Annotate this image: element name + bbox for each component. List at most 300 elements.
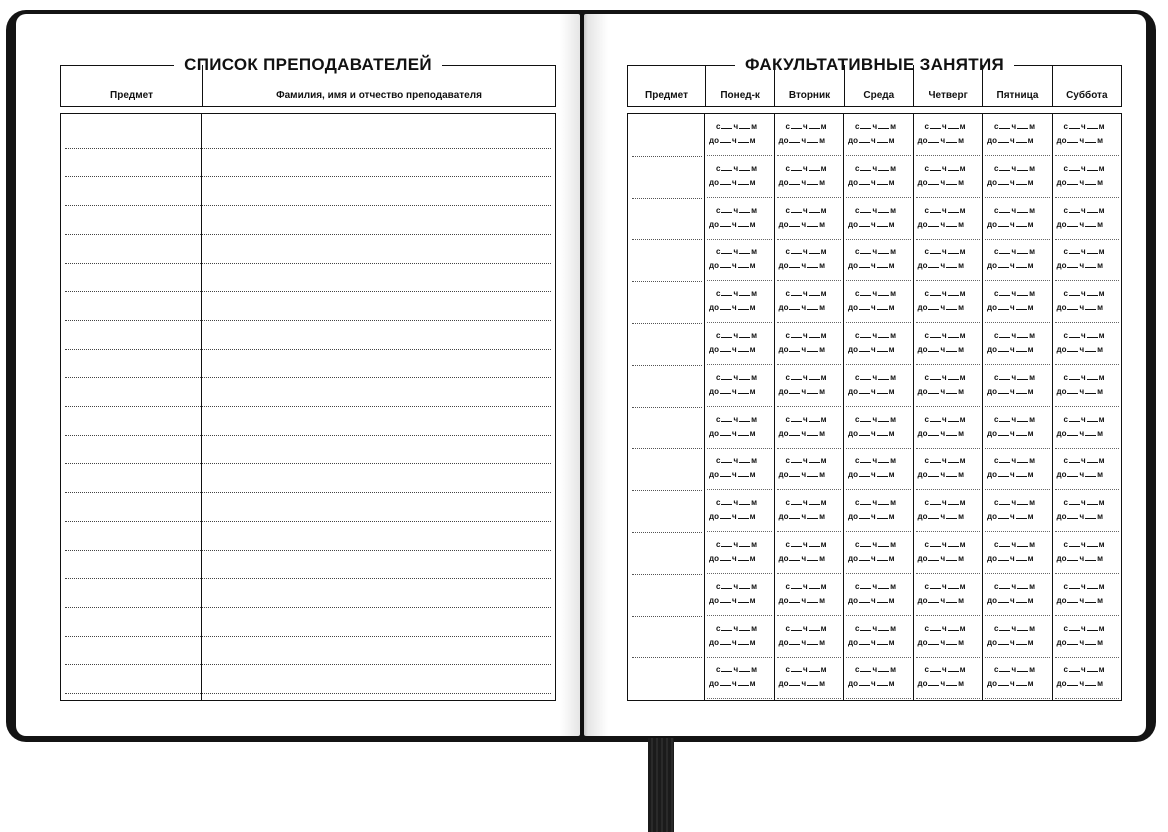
to-line: до ч м bbox=[1056, 470, 1104, 479]
time-slot bbox=[916, 239, 981, 281]
from-line: с ч м bbox=[785, 498, 827, 507]
to-line: до ч м bbox=[1056, 512, 1104, 521]
to-line: до ч м bbox=[917, 220, 965, 229]
from-line: с ч м bbox=[785, 373, 827, 382]
to-line: до ч м bbox=[1056, 345, 1104, 354]
to-line: до ч м bbox=[709, 512, 756, 521]
from-line: с ч м bbox=[1063, 456, 1105, 465]
from-line: с ч м bbox=[855, 164, 897, 173]
from-line: с ч м bbox=[785, 206, 827, 215]
time-slot bbox=[1055, 407, 1120, 449]
teachers-header bbox=[60, 65, 556, 107]
from-line: с ч м bbox=[924, 498, 966, 507]
from-line: с ч м bbox=[924, 624, 966, 633]
from-line: с ч м bbox=[716, 498, 758, 507]
electives-header bbox=[627, 65, 1122, 107]
to-line: до ч м bbox=[987, 303, 1034, 312]
time-slot bbox=[777, 490, 842, 532]
time-slot bbox=[916, 532, 981, 574]
to-line: до ч м bbox=[709, 136, 756, 145]
to-line: до ч м bbox=[848, 345, 895, 354]
from-line: с ч м bbox=[924, 122, 966, 131]
time-slot bbox=[985, 616, 1050, 658]
time-slot bbox=[985, 532, 1050, 574]
to-line: до ч м bbox=[848, 512, 895, 521]
subject-row-line bbox=[632, 657, 702, 658]
time-slot bbox=[846, 490, 911, 532]
time-slot bbox=[707, 198, 772, 240]
to-line: до ч м bbox=[709, 679, 756, 688]
teacher-row-line bbox=[65, 607, 551, 608]
time-slot bbox=[916, 198, 981, 240]
to-line: до ч м bbox=[778, 261, 826, 270]
time-slot bbox=[916, 448, 981, 490]
time-slot bbox=[777, 114, 842, 156]
time-slot bbox=[985, 365, 1050, 407]
from-line: с ч м bbox=[785, 289, 827, 298]
time-slot bbox=[1055, 281, 1120, 323]
to-line: до ч м bbox=[987, 679, 1034, 688]
from-line: с ч м bbox=[716, 122, 758, 131]
time-slot bbox=[985, 574, 1050, 616]
time-slot bbox=[707, 490, 772, 532]
to-line: до ч м bbox=[987, 261, 1034, 270]
ribbon-bookmark bbox=[648, 738, 674, 832]
to-line: до ч м bbox=[1056, 638, 1104, 647]
to-line: до ч м bbox=[709, 261, 756, 270]
day-column bbox=[914, 114, 984, 700]
from-line: с ч м bbox=[855, 498, 897, 507]
from-line: с ч м bbox=[1063, 206, 1105, 215]
time-slot bbox=[846, 616, 911, 658]
from-line: с ч м bbox=[716, 624, 758, 633]
time-slot bbox=[846, 365, 911, 407]
time-slot bbox=[1055, 532, 1120, 574]
time-slot bbox=[846, 448, 911, 490]
to-line: до ч м bbox=[848, 429, 895, 438]
time-slot bbox=[777, 407, 842, 449]
from-line: с ч м bbox=[924, 456, 966, 465]
to-line: до ч м bbox=[778, 554, 826, 563]
subject-row-line bbox=[632, 323, 702, 324]
time-slot bbox=[777, 365, 842, 407]
time-slot bbox=[707, 239, 772, 281]
to-line: до ч м bbox=[917, 136, 965, 145]
from-line: с ч м bbox=[716, 415, 758, 424]
time-slot bbox=[1055, 574, 1120, 616]
to-line: до ч м bbox=[1056, 679, 1104, 688]
day-header: Пятница bbox=[982, 65, 1051, 106]
electives-table bbox=[627, 113, 1122, 701]
to-line: до ч м bbox=[709, 387, 756, 396]
elective-subject-column bbox=[628, 114, 705, 700]
from-line: с ч м bbox=[994, 373, 1036, 382]
time-slot bbox=[846, 657, 911, 699]
time-slot bbox=[846, 114, 911, 156]
to-line: до ч м bbox=[778, 387, 826, 396]
time-slot bbox=[707, 323, 772, 365]
time-slot bbox=[777, 198, 842, 240]
to-line: до ч м bbox=[709, 638, 756, 647]
to-line: до ч м bbox=[848, 596, 895, 605]
time-slot bbox=[1055, 616, 1120, 658]
from-line: с ч м bbox=[994, 582, 1036, 591]
to-line: до ч м bbox=[848, 220, 895, 229]
to-line: до ч м bbox=[709, 220, 756, 229]
to-line: до ч м bbox=[917, 178, 965, 187]
time-slot bbox=[707, 407, 772, 449]
time-slot bbox=[846, 198, 911, 240]
teacher-row-line bbox=[65, 176, 551, 177]
teachers-rows bbox=[61, 114, 555, 700]
to-line: до ч м bbox=[778, 345, 826, 354]
teacher-row-line bbox=[65, 664, 551, 665]
from-line: с ч м bbox=[855, 331, 897, 340]
teacher-row-line bbox=[65, 435, 551, 436]
time-slot bbox=[985, 657, 1050, 699]
time-slot bbox=[777, 532, 842, 574]
time-slot bbox=[1055, 198, 1120, 240]
from-line: с ч м bbox=[716, 331, 758, 340]
time-slot bbox=[916, 657, 981, 699]
to-line: до ч м bbox=[709, 303, 756, 312]
to-line: до ч м bbox=[987, 596, 1034, 605]
time-slot bbox=[707, 574, 772, 616]
to-line: до ч м bbox=[848, 303, 895, 312]
to-line: до ч м bbox=[1056, 429, 1104, 438]
from-line: с ч м bbox=[1063, 415, 1105, 424]
from-line: с ч м bbox=[1063, 247, 1105, 256]
from-line: с ч м bbox=[994, 247, 1036, 256]
time-slot bbox=[916, 407, 981, 449]
time-slot bbox=[1055, 156, 1120, 198]
from-line: с ч м bbox=[924, 415, 966, 424]
to-line: до ч м bbox=[917, 429, 965, 438]
from-line: с ч м bbox=[716, 582, 758, 591]
time-slot bbox=[916, 114, 981, 156]
time-slot bbox=[985, 281, 1050, 323]
to-line: до ч м bbox=[917, 638, 965, 647]
from-line: с ч м bbox=[785, 415, 827, 424]
teacher-row-line bbox=[65, 492, 551, 493]
time-slot bbox=[777, 616, 842, 658]
time-slot bbox=[1055, 239, 1120, 281]
to-line: до ч м bbox=[917, 596, 965, 605]
from-line: с ч м bbox=[716, 665, 758, 674]
from-line: с ч м bbox=[924, 540, 966, 549]
time-slot bbox=[846, 156, 911, 198]
day-header: Вторник bbox=[774, 65, 843, 106]
from-line: с ч м bbox=[785, 624, 827, 633]
from-line: с ч м bbox=[785, 247, 827, 256]
to-line: до ч м bbox=[1056, 387, 1104, 396]
from-line: с ч м bbox=[855, 289, 897, 298]
time-slot bbox=[846, 532, 911, 574]
from-line: с ч м bbox=[855, 624, 897, 633]
to-line: до ч м bbox=[778, 512, 826, 521]
from-line: с ч м bbox=[785, 456, 827, 465]
time-slot bbox=[985, 239, 1050, 281]
subject-row-line bbox=[632, 448, 702, 449]
subject-row-line bbox=[632, 574, 702, 575]
time-slot bbox=[985, 490, 1050, 532]
teacher-row-line bbox=[65, 521, 551, 522]
time-slot bbox=[1055, 114, 1120, 156]
from-line: с ч м bbox=[855, 665, 897, 674]
day-column bbox=[705, 114, 775, 700]
from-line: с ч м bbox=[855, 456, 897, 465]
to-line: до ч м bbox=[1056, 554, 1104, 563]
time-slot bbox=[985, 323, 1050, 365]
subject-row-line bbox=[632, 198, 702, 199]
to-line: до ч м bbox=[1056, 178, 1104, 187]
to-line: до ч м bbox=[987, 470, 1034, 479]
time-slot bbox=[707, 365, 772, 407]
from-line: с ч м bbox=[1063, 289, 1105, 298]
to-line: до ч м bbox=[917, 261, 965, 270]
from-line: с ч м bbox=[994, 456, 1036, 465]
to-line: до ч м bbox=[778, 136, 826, 145]
from-line: с ч м bbox=[716, 206, 758, 215]
time-slot bbox=[985, 114, 1050, 156]
from-line: с ч м bbox=[785, 540, 827, 549]
from-line: с ч м bbox=[1063, 331, 1105, 340]
from-line: с ч м bbox=[994, 122, 1036, 131]
from-line: с ч м bbox=[994, 498, 1036, 507]
teacher-row-line bbox=[65, 406, 551, 407]
time-slot bbox=[777, 239, 842, 281]
from-line: с ч м bbox=[994, 289, 1036, 298]
from-line: с ч м bbox=[994, 164, 1036, 173]
page-gutter bbox=[560, 14, 608, 736]
time-slot bbox=[916, 281, 981, 323]
teacher-row-line bbox=[65, 349, 551, 350]
to-line: до ч м bbox=[709, 596, 756, 605]
day-column bbox=[844, 114, 914, 700]
time-slot bbox=[707, 532, 772, 574]
from-line: с ч м bbox=[785, 164, 827, 173]
from-line: с ч м bbox=[1063, 373, 1105, 382]
from-line: с ч м bbox=[855, 122, 897, 131]
time-slot bbox=[985, 156, 1050, 198]
time-slot bbox=[916, 323, 981, 365]
to-line: до ч м bbox=[917, 470, 965, 479]
to-line: до ч м bbox=[778, 470, 826, 479]
from-line: с ч м bbox=[994, 331, 1036, 340]
from-line: с ч м bbox=[716, 164, 758, 173]
time-slot bbox=[1055, 323, 1120, 365]
to-line: до ч м bbox=[848, 470, 895, 479]
to-line: до ч м bbox=[778, 220, 826, 229]
from-line: с ч м bbox=[924, 582, 966, 591]
from-line: с ч м bbox=[994, 624, 1036, 633]
time-slot bbox=[916, 156, 981, 198]
to-line: до ч м bbox=[848, 136, 895, 145]
to-line: до ч м bbox=[987, 638, 1034, 647]
to-line: до ч м bbox=[917, 303, 965, 312]
time-slot bbox=[846, 574, 911, 616]
teacher-row-line bbox=[65, 234, 551, 235]
from-line: с ч м bbox=[924, 331, 966, 340]
time-slot bbox=[707, 114, 772, 156]
time-slot bbox=[707, 448, 772, 490]
to-line: до ч м bbox=[848, 679, 895, 688]
teacher-row-line bbox=[65, 463, 551, 464]
teacher-row-line bbox=[65, 148, 551, 149]
from-line: с ч м bbox=[785, 122, 827, 131]
time-slot bbox=[1055, 365, 1120, 407]
day-header: Понед-к bbox=[705, 65, 774, 106]
time-slot bbox=[916, 365, 981, 407]
time-slot bbox=[707, 281, 772, 323]
to-line: до ч м bbox=[987, 345, 1034, 354]
subject-row-line bbox=[632, 490, 702, 491]
time-slot bbox=[916, 574, 981, 616]
time-slot bbox=[985, 448, 1050, 490]
to-line: до ч м bbox=[1056, 261, 1104, 270]
day-header: Среда bbox=[844, 65, 913, 106]
subject-row-line bbox=[632, 281, 702, 282]
electives-title: ФАКУЛЬТАТИВНЫЕ ЗАНЯТИЯ bbox=[745, 55, 1004, 74]
from-line: с ч м bbox=[1063, 498, 1105, 507]
to-line: до ч м bbox=[917, 554, 965, 563]
to-line: до ч м bbox=[778, 303, 826, 312]
to-line: до ч м bbox=[987, 554, 1034, 563]
to-line: до ч м bbox=[848, 387, 895, 396]
time-slot bbox=[1055, 657, 1120, 699]
to-line: до ч м bbox=[917, 387, 965, 396]
to-line: до ч м bbox=[1056, 596, 1104, 605]
from-line: с ч м bbox=[716, 373, 758, 382]
time-slot bbox=[707, 156, 772, 198]
to-line: до ч м bbox=[917, 345, 965, 354]
time-slot bbox=[846, 239, 911, 281]
day-column bbox=[1053, 114, 1122, 700]
day-column bbox=[983, 114, 1053, 700]
to-line: до ч м bbox=[848, 261, 895, 270]
time-slot bbox=[916, 490, 981, 532]
time-slot bbox=[846, 407, 911, 449]
from-line: с ч м bbox=[855, 582, 897, 591]
from-line: с ч м bbox=[785, 665, 827, 674]
from-line: с ч м bbox=[924, 206, 966, 215]
from-line: с ч м bbox=[855, 206, 897, 215]
from-line: с ч м bbox=[1063, 624, 1105, 633]
to-line: до ч м bbox=[848, 638, 895, 647]
teacher-row-line bbox=[65, 693, 551, 694]
from-line: с ч м bbox=[855, 540, 897, 549]
to-line: до ч м bbox=[987, 512, 1034, 521]
to-line: до ч м bbox=[917, 512, 965, 521]
to-line: до ч м bbox=[1056, 220, 1104, 229]
from-line: с ч м bbox=[855, 415, 897, 424]
to-line: до ч м bbox=[917, 679, 965, 688]
time-slot bbox=[846, 323, 911, 365]
to-line: до ч м bbox=[778, 638, 826, 647]
time-slot bbox=[777, 281, 842, 323]
time-slot bbox=[985, 198, 1050, 240]
teacher-row-line bbox=[65, 320, 551, 321]
to-line: до ч м bbox=[1056, 303, 1104, 312]
teacher-row-line bbox=[65, 578, 551, 579]
teacher-row-line bbox=[65, 550, 551, 551]
subject-header: Предмет bbox=[110, 90, 153, 101]
time-slot bbox=[985, 407, 1050, 449]
from-line: с ч м bbox=[1063, 164, 1105, 173]
subject-row-line bbox=[632, 239, 702, 240]
to-line: до ч м bbox=[987, 178, 1034, 187]
from-line: с ч м bbox=[994, 665, 1036, 674]
to-line: до ч м bbox=[778, 178, 826, 187]
time-slot bbox=[777, 156, 842, 198]
subject-row-line bbox=[632, 532, 702, 533]
day-header: Суббота bbox=[1052, 65, 1121, 106]
from-line: с ч м bbox=[716, 540, 758, 549]
from-line: с ч м bbox=[716, 456, 758, 465]
from-line: с ч м bbox=[716, 289, 758, 298]
teachers-title: СПИСОК ПРЕПОДАВАТЕЛЕЙ bbox=[184, 55, 432, 74]
to-line: до ч м bbox=[987, 136, 1034, 145]
from-line: с ч м bbox=[855, 373, 897, 382]
day-header: Четверг bbox=[913, 65, 982, 106]
subject-row-line bbox=[632, 407, 702, 408]
from-line: с ч м bbox=[1063, 122, 1105, 131]
to-line: до ч м bbox=[709, 345, 756, 354]
from-line: с ч м bbox=[1063, 582, 1105, 591]
to-line: до ч м bbox=[709, 429, 756, 438]
to-line: до ч м bbox=[848, 554, 895, 563]
teacher-row-line bbox=[65, 377, 551, 378]
from-line: с ч м bbox=[924, 164, 966, 173]
teacher-row-line bbox=[65, 205, 551, 206]
from-line: с ч м bbox=[994, 540, 1036, 549]
to-line: до ч м bbox=[778, 679, 826, 688]
subject-row-line bbox=[632, 365, 702, 366]
time-slot bbox=[707, 616, 772, 658]
from-line: с ч м bbox=[994, 206, 1036, 215]
subject-row-line bbox=[632, 616, 702, 617]
to-line: до ч м bbox=[987, 387, 1034, 396]
to-line: до ч м bbox=[1056, 136, 1104, 145]
to-line: до ч м bbox=[778, 429, 826, 438]
to-line: до ч м bbox=[848, 178, 895, 187]
teachers-table bbox=[60, 113, 556, 701]
teacher-row-line bbox=[65, 636, 551, 637]
teacher-row-line bbox=[65, 263, 551, 264]
time-slot bbox=[846, 281, 911, 323]
from-line: с ч м bbox=[1063, 665, 1105, 674]
from-line: с ч м bbox=[1063, 540, 1105, 549]
subject-row-line bbox=[632, 156, 702, 157]
to-line: до ч м bbox=[709, 470, 756, 479]
elective-subject-header: Предмет bbox=[645, 90, 688, 101]
time-slot bbox=[707, 657, 772, 699]
time-slot bbox=[777, 657, 842, 699]
to-line: до ч м bbox=[709, 178, 756, 187]
from-line: с ч м bbox=[994, 415, 1036, 424]
teacher-row-line bbox=[65, 291, 551, 292]
time-slot bbox=[777, 448, 842, 490]
to-line: до ч м bbox=[778, 596, 826, 605]
from-line: с ч м bbox=[716, 247, 758, 256]
from-line: с ч м bbox=[785, 582, 827, 591]
time-slot bbox=[916, 616, 981, 658]
time-slot bbox=[1055, 448, 1120, 490]
from-line: с ч м bbox=[785, 331, 827, 340]
from-line: с ч м bbox=[924, 289, 966, 298]
time-slot bbox=[777, 323, 842, 365]
teacher-name-header: Фамилия, имя и отчество преподавателя bbox=[202, 65, 555, 106]
